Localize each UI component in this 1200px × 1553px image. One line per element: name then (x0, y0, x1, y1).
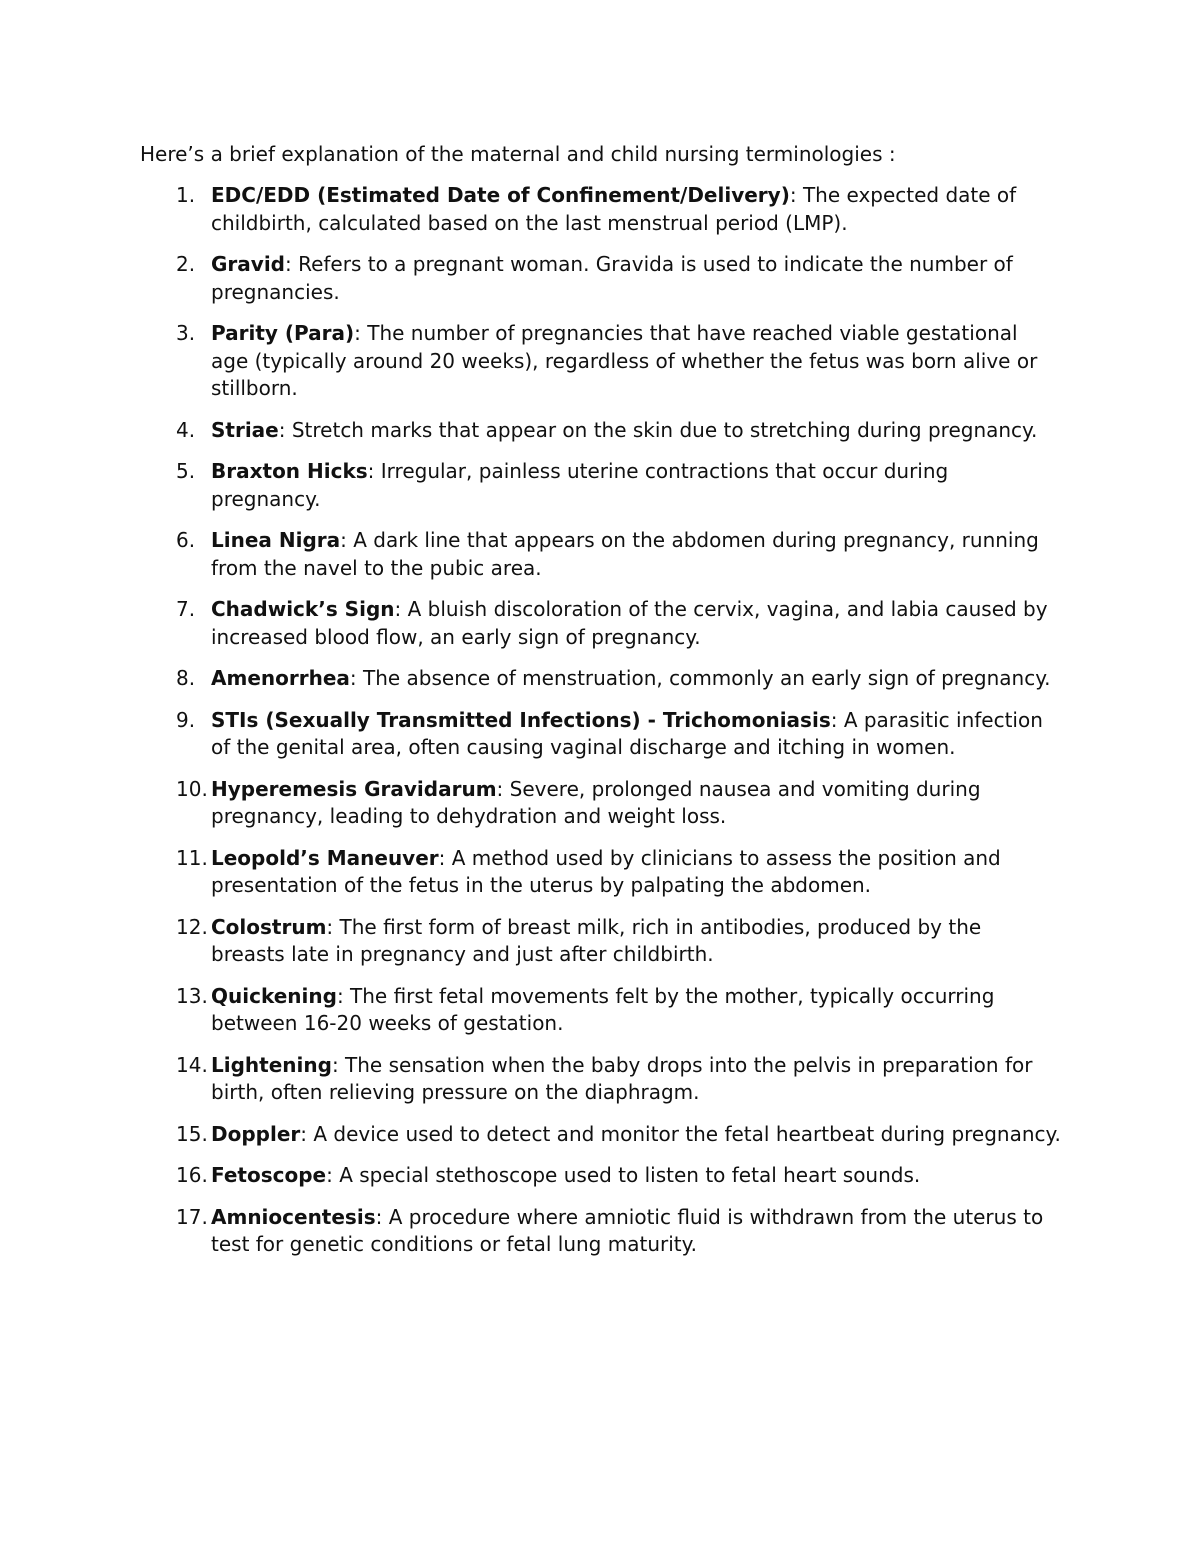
term-name: Quickening (211, 983, 337, 1008)
term-body (211, 527, 1061, 582)
term-body (211, 596, 1061, 651)
term-body (211, 983, 1061, 1038)
term-list-item (0, 914, 1061, 969)
term-definition: : A special stethoscope used to listen to fetal heart sounds. (326, 1163, 921, 1187)
term-number: 12. (176, 914, 208, 939)
term-body (211, 417, 1061, 445)
term-list-item (0, 458, 1061, 513)
terms-list (0, 182, 1200, 1273)
term-list-item (0, 1204, 1061, 1259)
term-list-item (0, 1162, 1061, 1190)
term-list-item (0, 776, 1061, 831)
term-number: 3. (176, 321, 196, 345)
term-list-item (0, 596, 1061, 651)
term-number: 14. (176, 1052, 208, 1077)
intro-text: Here’s a brief explanation of the maternal and child nursing terminologies : (140, 142, 896, 166)
term-list-item (0, 182, 1061, 237)
term-body (211, 845, 1061, 900)
term-list-item (0, 417, 1061, 445)
term-name: Leopold’s Maneuver (211, 845, 439, 870)
term-name: Colostrum (211, 914, 327, 939)
term-name: EDC/EDD (Estimated Date of Confinement/Delivery) (211, 183, 790, 207)
term-body (211, 1162, 1061, 1190)
term-definition: : Stretch marks that appear on the skin due to stretching during pregnancy. (278, 417, 1038, 442)
term-list-item (0, 1121, 1061, 1149)
term-definition: : A parasitic infection of the genital area, often causing vaginal discharge and itching in women. (211, 707, 1043, 759)
term-definition: : A dark line that appears on the abdomen during pregnancy, running from the navel to the pubic area. (211, 528, 1039, 580)
term-number: 10. (176, 776, 208, 801)
term-number: 7. (176, 597, 196, 621)
term-name: Parity (Para) (211, 321, 355, 345)
term-name: STIs (Sexually Transmitted Infections) - Trichomoniasis (211, 707, 831, 732)
term-list-item (0, 707, 1061, 762)
term-list-item (0, 665, 1061, 693)
term-name: Amenorrhea (211, 666, 350, 690)
term-body (211, 182, 1061, 237)
term-number: 16. (176, 1163, 208, 1187)
term-name: Lightening (211, 1052, 332, 1077)
term-number: 11. (176, 845, 208, 870)
term-body (211, 251, 1061, 306)
term-body (211, 776, 1061, 831)
term-definition: : A method used by clinicians to assess the position and presentation of the fetus in the uterus by palpating the abdomen. (211, 845, 1001, 897)
term-name: Hyperemesis Gravidarum (211, 776, 497, 801)
term-list-item (0, 1052, 1061, 1107)
term-name: Fetoscope (211, 1163, 327, 1187)
term-list-item (0, 845, 1061, 900)
term-name: Doppler (211, 1121, 301, 1146)
term-body (211, 1052, 1061, 1107)
term-list-item (0, 320, 1061, 403)
term-name: Amniocentesis (211, 1204, 376, 1229)
term-name: Striae (211, 417, 279, 442)
term-number: 17. (176, 1204, 208, 1229)
term-body (211, 458, 1061, 513)
term-name: Chadwick’s Sign (211, 597, 395, 621)
term-definition: : Irregular, painless uterine contractions that occur during pregnancy. (211, 459, 949, 511)
term-definition: : Refers to a pregnant woman. Gravida is used to indicate the number of pregnancies. (211, 252, 1013, 304)
term-definition: : The number of pregnancies that have reached viable gestational age (typically around 20 weeks), regardless of whether the fetus was born alive or stillborn. (211, 321, 1038, 400)
term-list-item (0, 983, 1061, 1038)
term-definition: : A device used to detect and monitor the fetal heartbeat during pregnancy. (300, 1121, 1061, 1146)
term-number: 1. (176, 183, 196, 207)
term-body (211, 320, 1061, 403)
term-number: 9. (176, 707, 196, 732)
term-list-item (0, 527, 1061, 582)
term-definition: : The absence of menstruation, commonly an early sign of pregnancy. (349, 666, 1051, 690)
term-number: 8. (176, 666, 196, 690)
term-number: 6. (176, 528, 196, 552)
term-name: Linea Nigra (211, 528, 341, 552)
term-number: 13. (176, 983, 208, 1008)
term-definition: : Severe, prolonged nausea and vomiting during pregnancy, leading to dehydration and weight loss. (211, 776, 981, 828)
term-body (211, 665, 1061, 693)
term-list-item (0, 251, 1061, 306)
term-body (211, 1204, 1061, 1259)
term-name: Braxton Hicks (211, 459, 368, 483)
term-number: 2. (176, 252, 196, 276)
term-body (211, 707, 1061, 762)
term-definition: : The first fetal movements felt by the mother, typically occurring between 16-20 weeks of gestation. (211, 983, 995, 1035)
term-number: 15. (176, 1121, 208, 1146)
term-body (211, 914, 1061, 969)
term-body (211, 1121, 1061, 1149)
term-number: 4. (176, 417, 196, 442)
term-definition: : A procedure where amniotic fluid is withdrawn from the uterus to test for genetic conditions or fetal lung maturity. (211, 1204, 1044, 1256)
term-definition: : The sensation when the baby drops into the pelvis in preparation for birth, often relieving pressure on the diaphragm. (211, 1052, 1033, 1104)
term-definition: : A bluish discoloration of the cervix, vagina, and labia caused by increased blood flow, an early sign of pregnancy. (211, 597, 1048, 649)
term-definition: : The first form of breast milk, rich in antibodies, produced by the breasts late in pregnancy and just after childbirth. (211, 914, 982, 966)
term-number: 5. (176, 459, 196, 483)
term-definition: : The expected date of childbirth, calculated based on the last menstrual period (LMP). (211, 183, 1017, 235)
term-name: Gravid (211, 252, 285, 276)
